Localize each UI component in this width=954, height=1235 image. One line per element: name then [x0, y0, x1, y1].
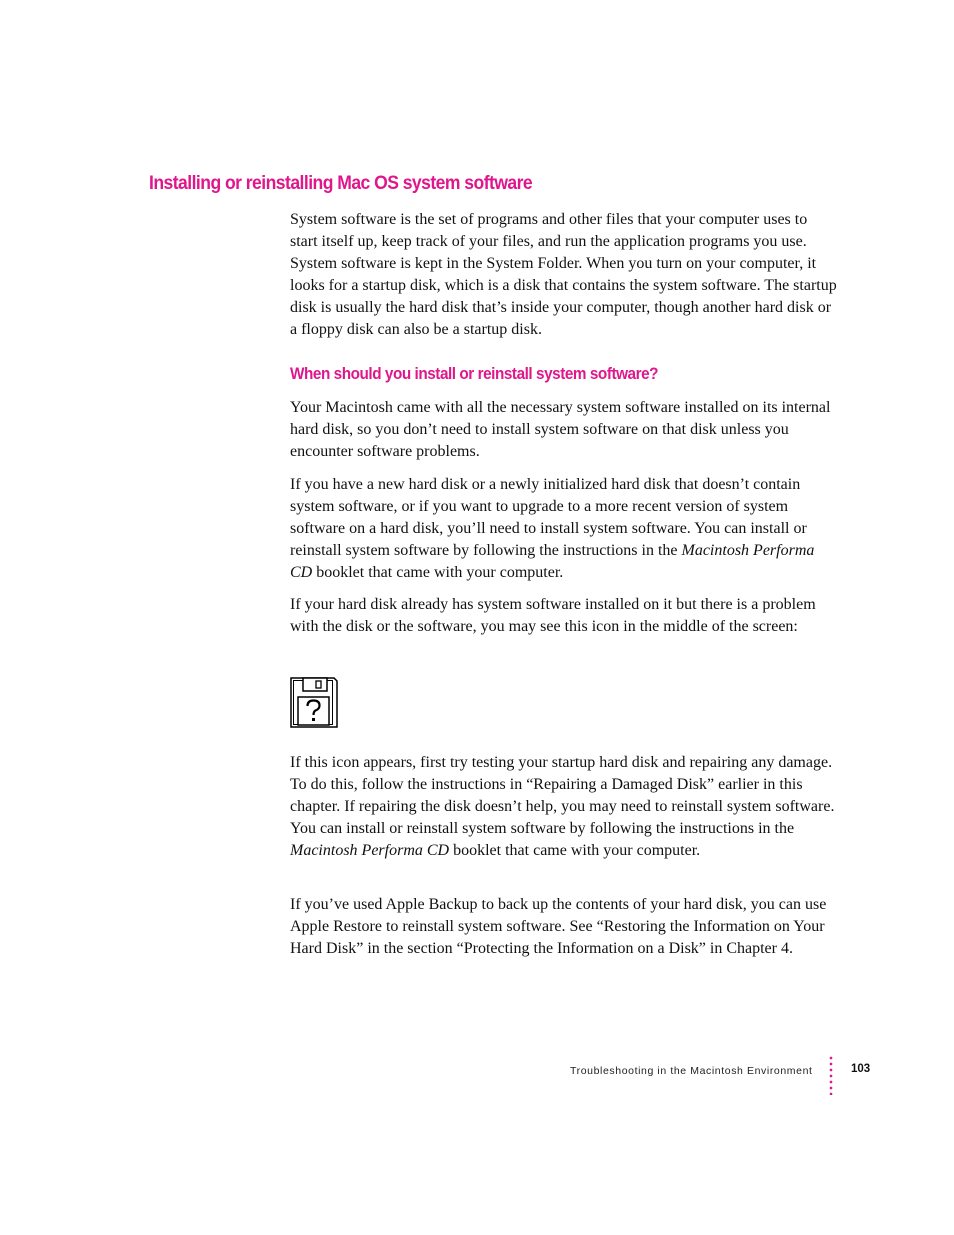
paragraph-icon-appears	[290, 752, 838, 862]
paragraph-problem: If your hard disk already has system software installed on it but there is a problem with the disk or the software, you may see this icon in the middle of the screen:	[290, 596, 816, 635]
question-mark-disk-icon	[290, 677, 338, 728]
footer-chapter-title: Troubleshooting in the Macintosh Environment	[570, 1065, 813, 1077]
section-heading: Installing or reinstalling Mac OS system software	[149, 172, 533, 194]
paragraph-preinstalled: Your Macintosh came with all the necessary system software installed on its internal hard disk, so you don’t need to install system software on that disk unless you encounter software problems.	[290, 399, 831, 460]
paragraph-apple-backup: If you’ve used Apple Backup to back up the contents of your hard disk, you can use Apple Restore to reinstall system software. See “Restoring the Information on Your Hard Disk” in the section “Protecting the Information on a Disk” in Chapter 4.	[290, 896, 827, 957]
footer-dotted-divider	[829, 1055, 833, 1095]
paragraph-icon-appears-text: If this icon appears, first try testing your startup hard disk and repairing any damage. To do this, follow the instructions in “Repairing a Damaged Disk” earlier in this chapter. If repairing the disk doesn’t help, you may need to reinstall system software. You can install or reinstall system software by following the instructions in the	[290, 754, 835, 837]
page-number: 103	[851, 1063, 871, 1075]
paragraph-new-disk-tail: booklet that came with your computer.	[312, 563, 564, 581]
subsection-heading: When should you install or reinstall system software?	[290, 364, 659, 383]
paragraph-icon-appears-tail: booklet that came with your computer.	[449, 841, 701, 859]
paragraph-new-disk-text: If you have a new hard disk or a newly initialized hard disk that doesn’t contain system software, or if you want to upgrade to a more recent version of system software on a hard disk, you’ll need to install system software. You can install or reinstall system software by following the instructions in the	[290, 476, 807, 559]
booklet-title: Macintosh Performa CD	[290, 541, 815, 581]
booklet-title: Macintosh Performa CD	[290, 841, 450, 859]
paragraph-new-disk	[290, 474, 838, 584]
intro-paragraph: System software is the set of programs and other files that your computer uses to start itself up, keep track of your files, and run the application programs you use. System software is kept in the System Folder. When you turn on your computer, it looks for a startup disk, which is a disk that contains the system software. The startup disk is usually the hard disk that’s inside your computer, though another hard disk or a floppy disk can also be a startup disk.	[290, 211, 837, 338]
